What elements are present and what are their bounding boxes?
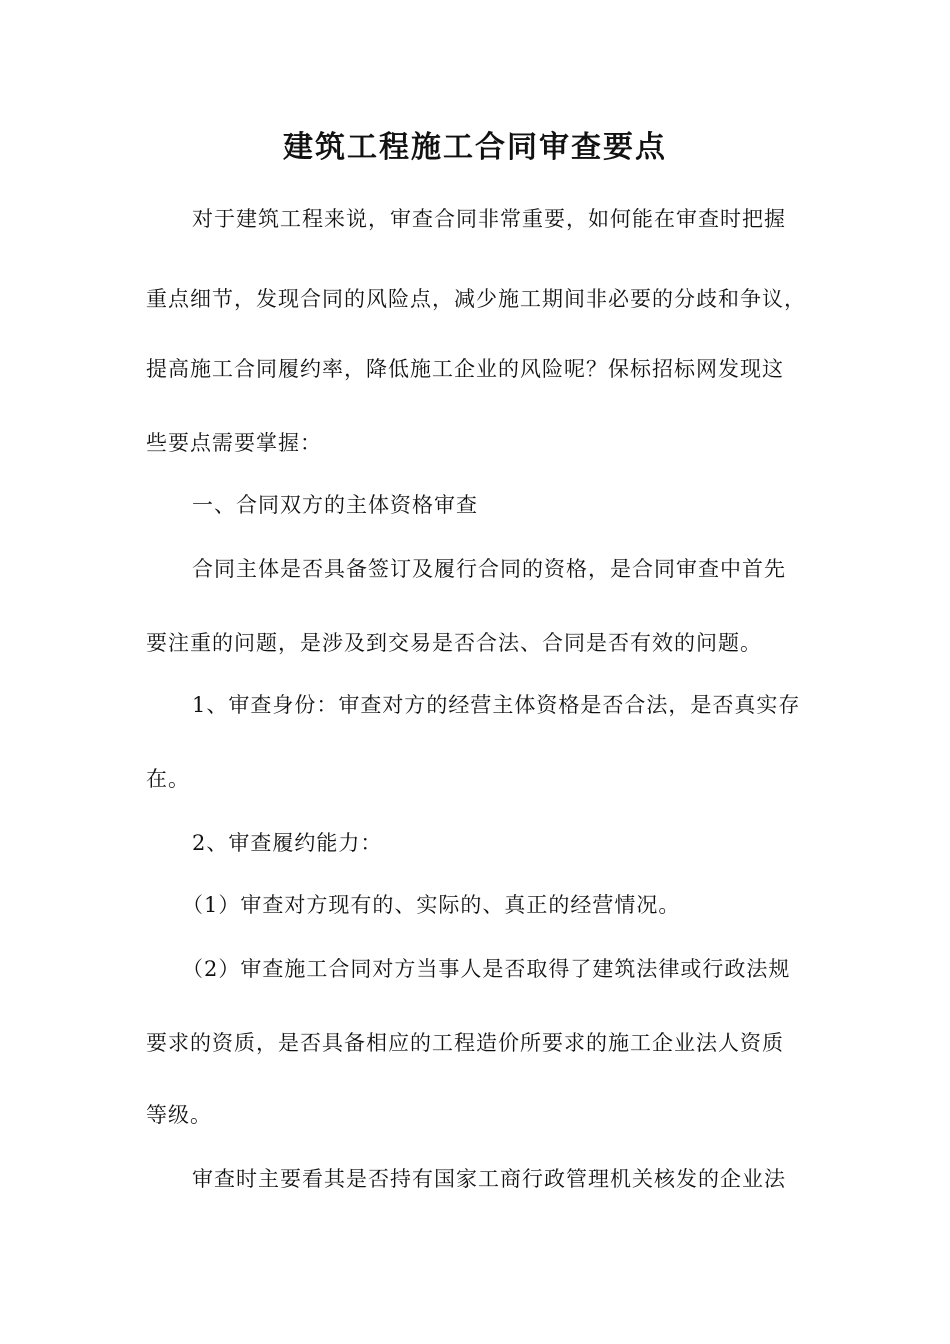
paragraph-line: 合同主体是否具备签订及履行合同的资格，是合同审查中首先 <box>192 557 786 581</box>
document-title: 建筑工程施工合同审查要点 <box>283 130 667 165</box>
paragraph-line: 提高施工合同履约率，降低施工企业的风险呢？保标招标网发现这 <box>146 357 784 381</box>
paragraph-line: （1）审查对方现有的、实际的、真正的经营情况。 <box>182 893 681 917</box>
paragraph-line: 审查时主要看其是否持有国家工商行政管理机关核发的企业法 <box>192 1167 786 1191</box>
section-heading: 一、合同双方的主体资格审查 <box>192 493 478 517</box>
paragraph-line: 在。 <box>146 767 190 791</box>
paragraph-line: 要注重的问题，是涉及到交易是否合法、合同是否有效的问题。 <box>146 631 762 655</box>
paragraph-line: （2）审查施工合同对方当事人是否取得了建筑法律或行政法规 <box>182 957 791 981</box>
paragraph-line: 要求的资质，是否具备相应的工程造价所要求的施工企业法人资质 <box>146 1031 784 1055</box>
paragraph-line: 等级。 <box>146 1103 212 1127</box>
paragraph-line: 对于建筑工程来说，审查合同非常重要，如何能在审查时把握 <box>192 207 786 231</box>
paragraph-line: 1、审查身份：审查对方的经营主体资格是否合法，是否真实存 <box>192 693 801 717</box>
paragraph-line: 2、审查履约能力： <box>192 831 383 855</box>
paragraph-line: 些要点需要掌握： <box>146 431 322 455</box>
paragraph-line: 重点细节，发现合同的风险点，减少施工期间非必要的分歧和争议， <box>146 287 806 311</box>
